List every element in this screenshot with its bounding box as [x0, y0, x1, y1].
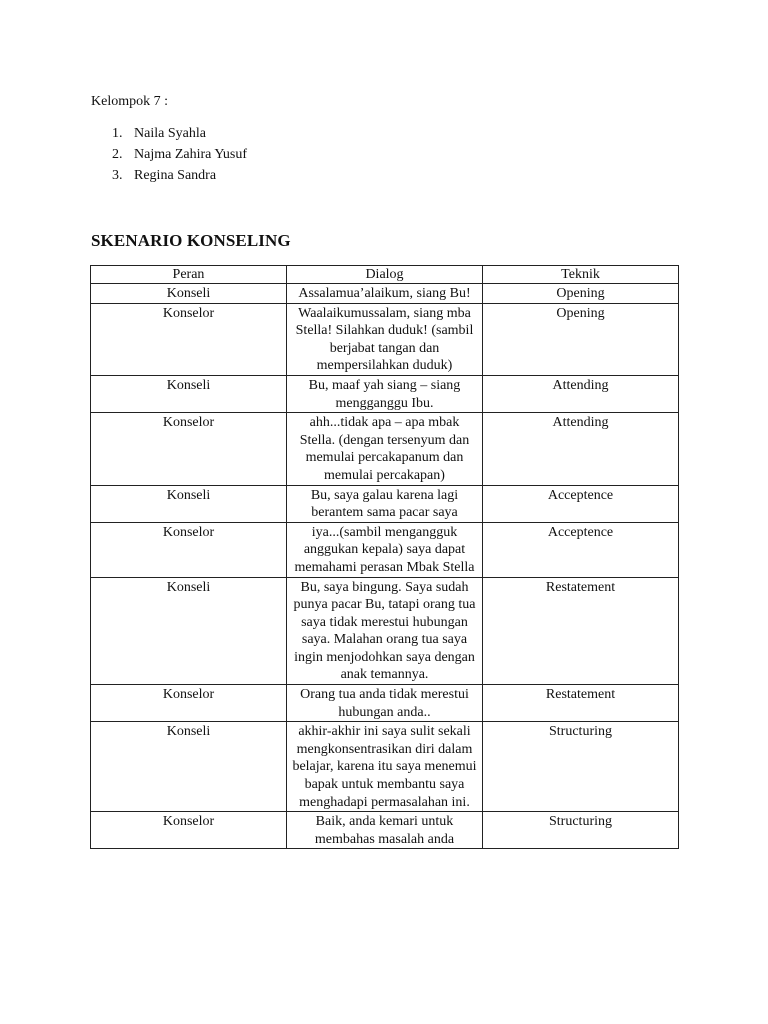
- group-title: Kelompok 7 :: [91, 94, 168, 109]
- list-item: [112, 123, 247, 144]
- list-number: 3.: [112, 168, 123, 183]
- peran-cell: Konselor: [91, 522, 287, 577]
- dialog-cell: akhir-akhir ini saya sulit sekali mengkonsentrasikan diri dalam belajar, karena itu saya menemui bapak untuk membantu saya menghadapi permasalahan ini.: [287, 722, 483, 812]
- member-name: Regina Sandra: [134, 168, 217, 183]
- teknik-cell: Attending: [483, 413, 679, 485]
- list-item: [112, 165, 247, 186]
- dialog-cell: Bu, saya galau karena lagi berantem sama pacar saya: [287, 485, 483, 522]
- table-row: [91, 685, 679, 722]
- column-header-teknik: Teknik: [483, 266, 679, 284]
- teknik-cell: Restatement: [483, 685, 679, 722]
- table-row: [91, 284, 679, 304]
- teknik-cell: Attending: [483, 375, 679, 412]
- list-item: [112, 144, 247, 165]
- table-header-row: [91, 266, 679, 284]
- peran-cell: Konselor: [91, 812, 287, 849]
- table-row: [91, 812, 679, 849]
- member-list: [112, 123, 247, 186]
- scenario-table: [90, 265, 679, 849]
- table-row: [91, 303, 679, 375]
- dialog-cell: Waalaikumussalam, siang mba Stella! Silahkan duduk! (sambil berjabat tangan dan mempersilahkan duduk): [287, 303, 483, 375]
- dialog-cell: ahh...tidak apa – apa mbak Stella. (dengan tersenyum dan memulai percakapanum dan memulai percakapan): [287, 413, 483, 485]
- column-header-peran: Peran: [91, 266, 287, 284]
- peran-cell: Konseli: [91, 577, 287, 685]
- dialog-cell: Orang tua anda tidak merestui hubungan anda..: [287, 685, 483, 722]
- teknik-cell: Acceptence: [483, 485, 679, 522]
- table-row: [91, 577, 679, 685]
- dialog-cell: Bu, maaf yah siang – siang mengganggu Ibu.: [287, 375, 483, 412]
- table-row: [91, 722, 679, 812]
- peran-cell: Konselor: [91, 303, 287, 375]
- teknik-cell: Restatement: [483, 577, 679, 685]
- peran-cell: Konseli: [91, 284, 287, 304]
- dialog-cell: Bu, saya bingung. Saya sudah punya pacar Bu, tatapi orang tua saya tidak merestui hubungan saya. Malahan orang tua saya ingin menjodohkan saya dengan anak temannya.: [287, 577, 483, 685]
- peran-cell: Konseli: [91, 375, 287, 412]
- teknik-cell: Acceptence: [483, 522, 679, 577]
- peran-cell: Konselor: [91, 413, 287, 485]
- dialog-cell: Baik, anda kemari untuk membahas masalah anda: [287, 812, 483, 849]
- teknik-cell: Structuring: [483, 722, 679, 812]
- peran-cell: Konseli: [91, 722, 287, 812]
- list-number: 2.: [112, 147, 123, 162]
- table-row: [91, 485, 679, 522]
- teknik-cell: Opening: [483, 303, 679, 375]
- dialog-cell: iya...(sambil mengangguk anggukan kepala) saya dapat memahami perasan Mbak Stella: [287, 522, 483, 577]
- peran-cell: Konselor: [91, 685, 287, 722]
- peran-cell: Konseli: [91, 485, 287, 522]
- dialog-cell: Assalamua’alaikum, siang Bu!: [287, 284, 483, 304]
- member-name: Naila Syahla: [134, 126, 206, 141]
- table-row: [91, 522, 679, 577]
- table-row: [91, 375, 679, 412]
- teknik-cell: Structuring: [483, 812, 679, 849]
- page-title: SKENARIO KONSELING: [91, 231, 291, 250]
- teknik-cell: Opening: [483, 284, 679, 304]
- list-number: 1.: [112, 126, 123, 141]
- column-header-dialog: Dialog: [287, 266, 483, 284]
- table-row: [91, 413, 679, 485]
- member-name: Najma Zahira Yusuf: [134, 147, 247, 162]
